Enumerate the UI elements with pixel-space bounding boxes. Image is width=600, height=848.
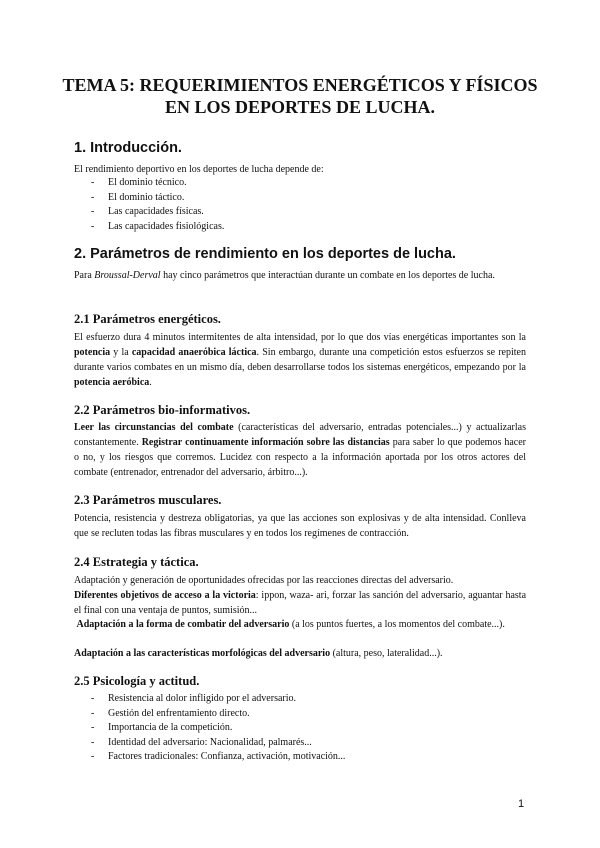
section-2-3-paragraph: Potencia, resistencia y destreza obligatorias, ya que las acciones son explosivas y de alta intensidad. Conlleva que se recluten todas las fibras musculares y en todos los regímenes de contracción. <box>74 513 526 539</box>
list-item: - Identidad del adversario: Nacionalidad, palmarés... <box>74 736 526 751</box>
list-item: - El dominio táctico. <box>74 191 526 206</box>
section-2-1-heading: 2.1 Parámetros energéticos. <box>74 312 221 326</box>
section-2-4-line-4: Adaptación a las características morfológicas del adversario (altura, peso, lateralidad...). <box>74 648 443 659</box>
section-2-4-line-1: Adaptación y generación de oportunidades ofrecidas por las reacciones directas del adversario. <box>74 575 454 586</box>
section-1-heading: 1. Introducción. <box>74 140 182 156</box>
list-item: - Gestión del enfrentamiento directo. <box>74 707 526 722</box>
list-item: - Las capacidades físicas. <box>74 205 526 220</box>
section-1-list <box>74 176 526 234</box>
section-2-2-paragraph: Leer las circunstancias del combate (características del adversario, entradas potenciales...) y actualizarlas constantemente. Registrar continuamente información sobre las distancias para saber lo que podemos hacer o no, y los riesgos que corremos. Lucidez con respecto a la información aportada por los otros actores del combate (entrenador, entrenador del adversario, árbitro...). <box>74 422 526 478</box>
section-2-4-line-2: Diferentes objetivos de acceso a la victoria: ippon, waza- ari, forzar las sanción del adversario, aguantar hasta el final con una ventaja de puntos, sumisión... <box>74 590 527 616</box>
list-item: - Factores tradicionales: Confianza, activación, motivación... <box>74 750 526 765</box>
page-number: 1 <box>518 798 525 810</box>
list-item: - El dominio técnico. <box>74 176 526 191</box>
section-2-2-heading: 2.2 Parámetros bio-informativos. <box>74 403 251 417</box>
section-2-1-paragraph: El esfuerzo dura 4 minutos intermitentes de alta intensidad, por lo que dos vías energéticas importantes son la potencia y la capacidad anaeróbica láctica. Sin embargo, durante una competición estos esfuerzos se repiten durante varios combates en un mismo día, deben desarrollarse todos los sistemas energéticos, empezando por la potencia aeróbica. <box>74 332 526 388</box>
section-2-4-line-3: Adaptación a la forma de combatir del adversario (a los puntos fuertes, a los momentos del combate...). <box>76 619 505 630</box>
section-2-3-heading: 2.3 Parámetros musculares. <box>74 493 222 507</box>
list-item: - Resistencia al dolor infligido por el adversario. <box>74 692 526 707</box>
section-2-5-heading: 2.5 Psicología y actitud. <box>74 674 200 688</box>
section-2-5-list <box>74 692 526 765</box>
section-2-paragraph: Para Broussal-Derval hay cinco parámetros que interactúan durante un combate en los deportes de lucha. <box>74 270 495 281</box>
list-item: - Importancia de la competición. <box>74 721 526 736</box>
list-item: - Las capacidades fisiológicas. <box>74 220 526 235</box>
section-2-heading: 2. Parámetros de rendimiento en los deportes de lucha. <box>74 246 456 262</box>
document-title: TEMA 5: REQUERIMIENTOS ENERGÉTICOS Y FÍSICOS EN LOS DEPORTES DE LUCHA. <box>62 75 538 117</box>
section-2-4-heading: 2.4 Estrategia y táctica. <box>74 555 199 569</box>
author-name: Broussal-Derval <box>94 270 161 281</box>
section-1-intro: El rendimiento deportivo en los deportes de lucha depende de: <box>74 164 324 175</box>
